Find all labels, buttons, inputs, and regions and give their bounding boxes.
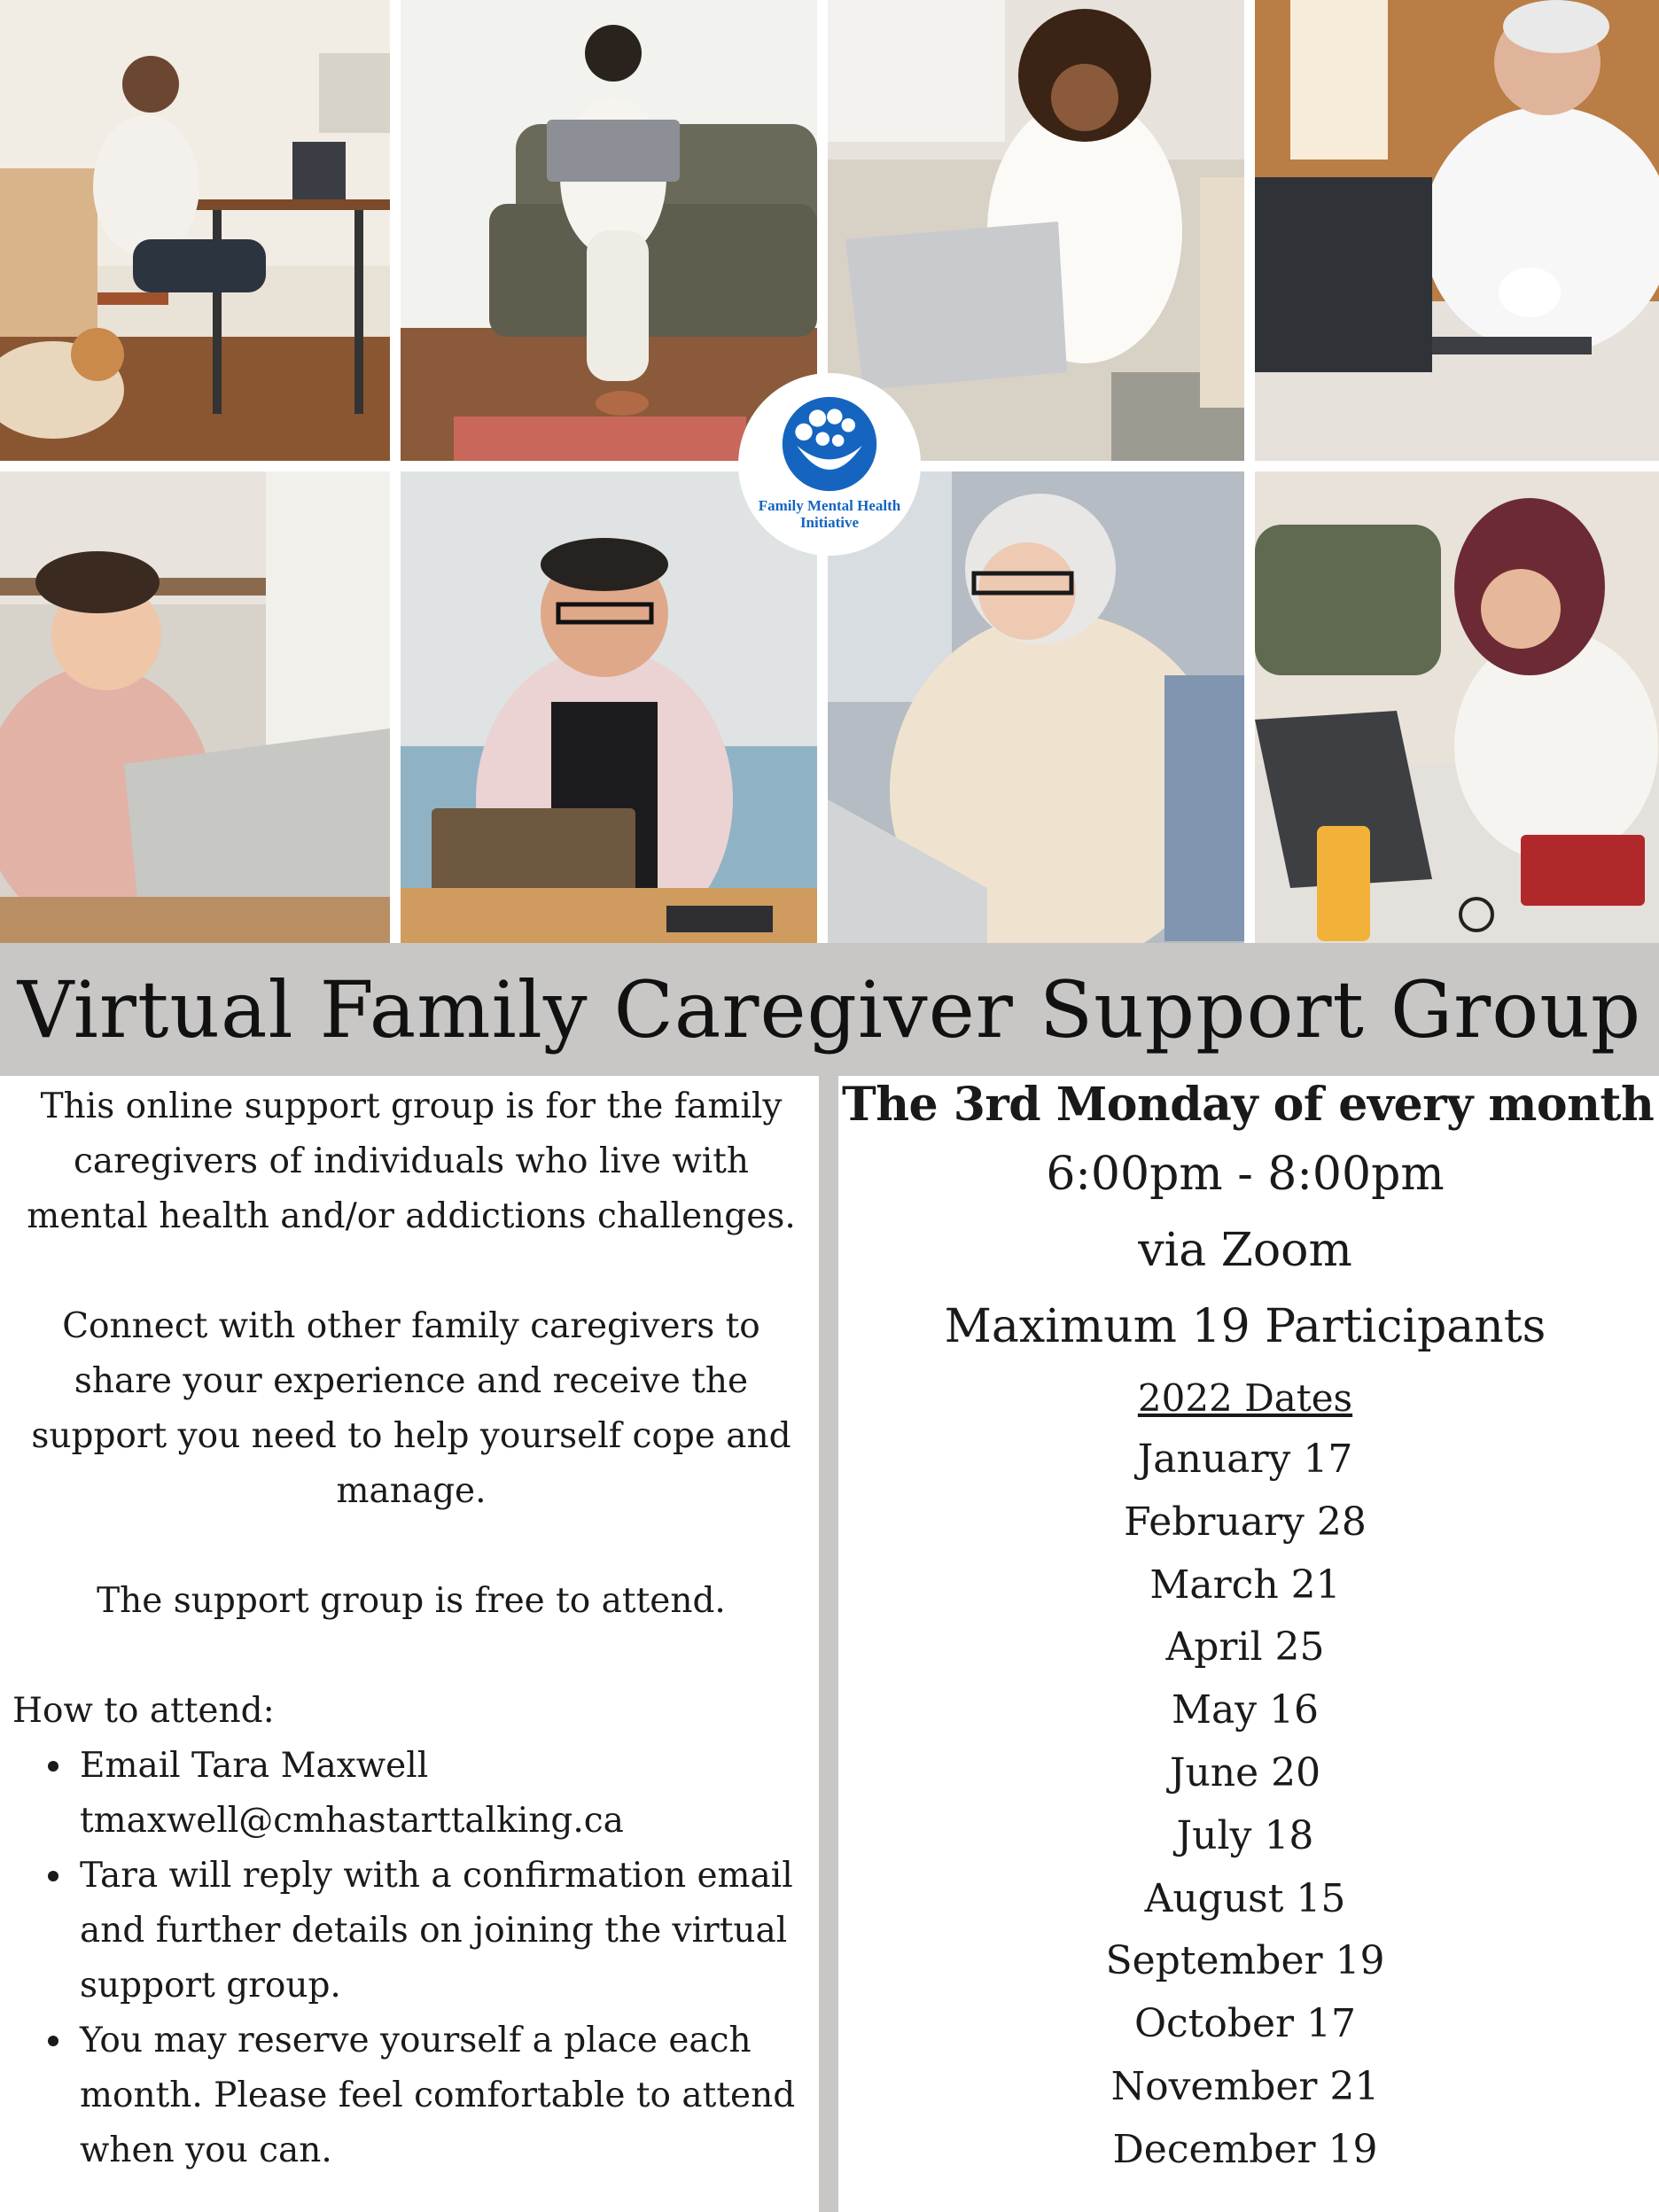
date-item: December 19: [1112, 2126, 1378, 2172]
schedule-column: [842, 1074, 1655, 2182]
organization-logo: [741, 376, 918, 553]
date-item: February 28: [1124, 1499, 1367, 1545]
woman-curly-hair-laptop-photo: [828, 0, 1244, 461]
intro-line: mental health and/or addictions challenges.: [27, 1196, 796, 1236]
connect-line: Connect with other family caregivers to: [62, 1306, 760, 1346]
woman-in-hijab-with-laptop-photo: [1255, 471, 1659, 943]
list-item: [80, 2013, 810, 2178]
logo-text-line2: Initiative: [799, 514, 860, 531]
bullet-line: support group.: [80, 1966, 341, 2006]
title-band: [0, 943, 1659, 1076]
bullet-line: Email Tara Maxwell: [80, 1746, 429, 1786]
logo-text-line1: Family Mental Health: [758, 497, 901, 514]
bullet-line: Tara will reply with a confirmation email: [80, 1856, 793, 1896]
page-title: Virtual Family Caregiver Support Group: [17, 963, 1642, 1055]
young-woman-with-laptop-photo: [0, 471, 390, 943]
how-to-attend-heading: How to attend:: [12, 1691, 275, 1731]
date-item: September 19: [1105, 1938, 1385, 1984]
date-item: November 21: [1110, 2063, 1380, 2109]
date-item: August 15: [1144, 1875, 1346, 1921]
date-item: January 17: [1137, 1437, 1353, 1482]
schedule-heading: The 3rd Monday of every month: [842, 1078, 1655, 1132]
bullet-line: month. Please feel comfortable to attend: [80, 2076, 796, 2115]
column-divider: [819, 1076, 838, 2212]
logo-text: [754, 497, 905, 531]
how-to-attend-list: [12, 1739, 810, 2178]
date-item: March 21: [1149, 1562, 1341, 1608]
list-item: [80, 1739, 810, 1849]
meeting-time: 6:00pm - 8:00pm: [1046, 1148, 1445, 1201]
intro-line: This online support group is for the family: [40, 1087, 783, 1126]
dates-list: [842, 1429, 1648, 2182]
man-in-blazer-with-laptop-photo: [401, 471, 817, 943]
connect-line: share your experience and receive the: [74, 1361, 749, 1401]
bullet-line: and further details on joining the virtual: [80, 1911, 788, 1951]
date-item: April 25: [1165, 1624, 1325, 1671]
bullet-line: when you can.: [80, 2130, 332, 2170]
email-link[interactable]: tmaxwell@cmhastarttalking.ca: [80, 1801, 624, 1841]
description-column: [12, 1079, 810, 2178]
list-item: [80, 1849, 810, 2013]
free-note: The support group is free to attend.: [97, 1581, 726, 1621]
meeting-platform: via Zoom: [1138, 1224, 1352, 1277]
date-item: July 18: [1176, 1812, 1314, 1858]
date-item: May 16: [1171, 1687, 1320, 1733]
older-woman-with-glasses-laptop-photo: [828, 471, 1244, 943]
meeting-capacity: Maximum 19 Participants: [944, 1300, 1546, 1353]
date-item: June 20: [1169, 1749, 1321, 1795]
dates-heading: 2022 Dates: [1137, 1376, 1353, 1420]
connect-line: support you need to help yourself cope and: [31, 1416, 791, 1456]
family-paws-logo-icon: [778, 398, 881, 495]
photo-grid: [0, 0, 1659, 943]
man-at-laptop-with-dog-photo: [0, 0, 390, 461]
older-man-with-laptop-photo: [1255, 0, 1659, 461]
woman-on-sofa-with-laptop-photo: [401, 0, 817, 461]
bullet-line: You may reserve yourself a place each: [80, 2021, 752, 2060]
connect-line: manage.: [336, 1471, 487, 1511]
intro-line: caregivers of individuals who live with: [74, 1141, 749, 1181]
date-item: October 17: [1133, 2001, 1357, 2047]
